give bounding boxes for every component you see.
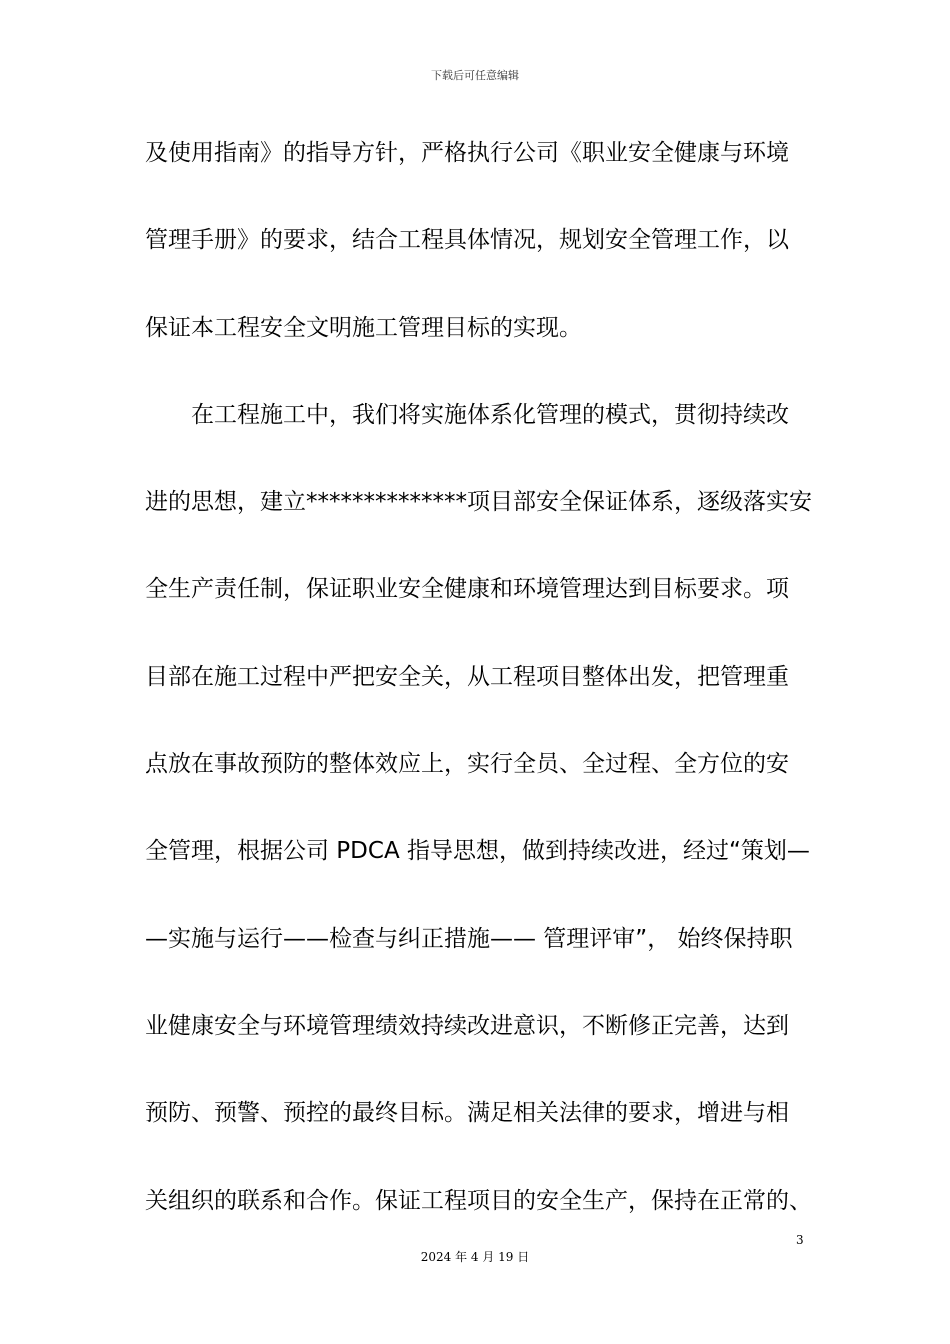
text-line: 进的思想，建立**************项目部安全保证体系，逐级落实安 <box>145 489 812 516</box>
text-line: —实施与运行——检查与纠正措施—— 管理评审”， 始终保持职 <box>145 925 793 952</box>
body-text <box>145 125 810 1260</box>
text-line: 业健康安全与环境管理绩效持续改进意识，不断修正完善，达到 <box>145 1012 789 1039</box>
page-number: 3 <box>796 1233 804 1247</box>
text-line: 管理手册》的要求，结合工程具体情况，规划安全管理工作，以 <box>145 227 789 254</box>
header-note: 下载后可任意编辑 <box>431 69 519 82</box>
text-line: 全管理，根据公司 PDCA 指导思想，做到持续改进，经过“策划— <box>145 838 810 865</box>
paragraph-start-line: 在工程施工中，我们将实施体系化管理的模式，贯彻持续改 <box>191 401 789 428</box>
text-line: 点放在事故预防的整体效应上，实行全员、全过程、全方位的安 <box>145 751 789 778</box>
text-line: 保证本工程安全文明施工管理目标的实现。 <box>145 314 582 341</box>
text-line: 及使用指南》的指导方针，严格执行公司《职业安全健康与环境 <box>145 140 789 166</box>
text-line: 全生产责任制，保证职业安全健康和环境管理达到目标要求。项 <box>145 576 789 603</box>
text-line: 预防、预警、预控的最终目标。满足相关法律的要求，增进与相 <box>145 1100 789 1127</box>
text-line: 目部在施工过程中严把安全关，从工程项目整体出发，把管理重 <box>145 663 789 690</box>
footer-date: 2024 年 4 月 19 日 <box>420 1250 530 1264</box>
text-line: 关组织的联系和合作。保证工程项目的安全生产，保持在正常的、 <box>145 1187 812 1214</box>
